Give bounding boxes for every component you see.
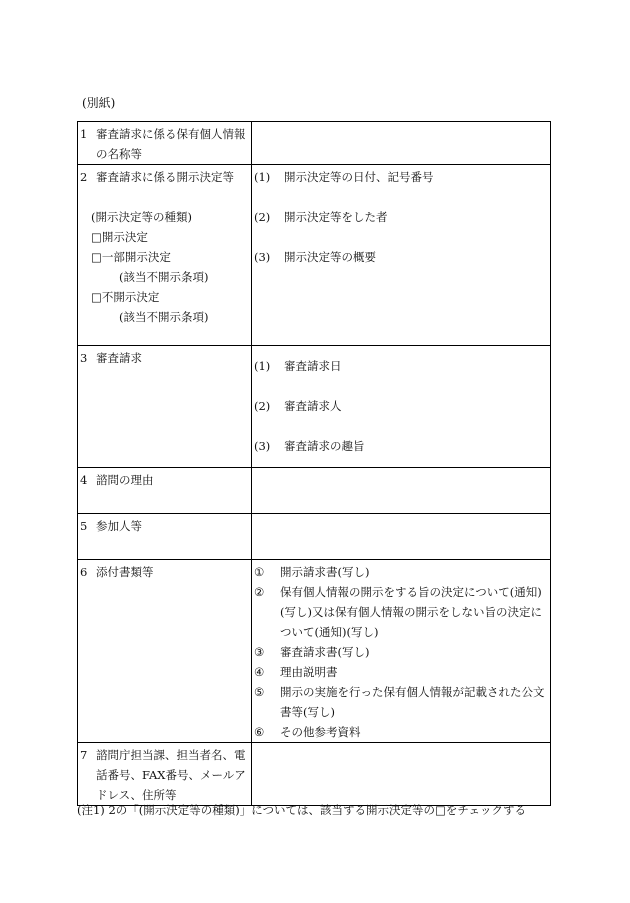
row-label: 審査請求に係る保有個人情報の名称等	[96, 127, 246, 161]
row-number: 7	[80, 748, 88, 762]
item-text: 理由説明書	[280, 665, 338, 679]
list-item	[254, 247, 548, 267]
item-number: ①	[254, 565, 265, 579]
list-item	[254, 207, 548, 227]
row-4-content-cell	[252, 468, 551, 514]
list-item	[254, 562, 548, 582]
checkbox-partial-disclosure[interactable]: □一部開示決定	[91, 250, 171, 264]
row-label: 諮問の理由	[96, 473, 154, 487]
item-number: ⑤	[254, 685, 265, 699]
row-label: 参加人等	[96, 519, 142, 533]
list-item	[254, 582, 548, 642]
item-text: 開示請求書(写し)	[280, 565, 370, 579]
row-5-content-cell	[252, 514, 551, 560]
item-text: 審査請求の趣旨	[284, 439, 365, 453]
item-number: ④	[254, 665, 265, 679]
row-1	[78, 122, 551, 165]
item-number: (2)	[254, 399, 271, 413]
item-number: ⑥	[254, 725, 265, 739]
row-number: 4	[80, 473, 88, 487]
item-text: その他参考資料	[280, 725, 361, 739]
row-number: 6	[80, 565, 88, 579]
item-text: 保有個人情報の開示をする旨の決定について(通知)(写し)又は保有個人情報の開示をしない旨の決定について(通知)(写し)	[280, 585, 542, 639]
applicable-clause-note: (該当不開示条項)	[119, 270, 209, 284]
row-5-label-cell	[78, 514, 252, 560]
item-number: ③	[254, 645, 265, 659]
list-item	[254, 396, 548, 416]
item-number: ②	[254, 585, 265, 599]
row-6-content-cell	[252, 560, 551, 743]
row-number: 3	[80, 351, 88, 365]
list-item	[254, 722, 548, 742]
row-2-label-cell	[78, 165, 252, 346]
row-label: 諮問庁担当課、担当者名、電話番号、FAX番号、メールアドレス、住所等	[96, 748, 246, 802]
list-item	[254, 682, 548, 722]
row-label: 審査請求に係る開示決定等	[96, 170, 234, 184]
page-label: (別紙)	[82, 96, 116, 110]
row-2	[78, 165, 551, 346]
row-2-content-cell	[252, 165, 551, 346]
row-number: 5	[80, 519, 88, 533]
list-item	[254, 356, 548, 376]
item-text: 開示決定等の日付、記号番号	[284, 170, 434, 184]
item-text: 開示決定等をした者	[284, 210, 388, 224]
list-item	[254, 642, 548, 662]
item-number: (2)	[254, 210, 271, 224]
row-4-label-cell	[78, 468, 252, 514]
row-1-content-cell	[252, 122, 551, 165]
row-label: 審査請求	[96, 351, 142, 365]
list-item	[254, 662, 548, 682]
checkbox-disclosure[interactable]: □開示決定	[91, 230, 148, 244]
row-6	[78, 560, 551, 743]
item-number: (3)	[254, 250, 271, 264]
row-label: 添付書類等	[96, 565, 154, 579]
form-table	[77, 121, 551, 806]
row-4	[78, 468, 551, 514]
item-text: 審査請求書(写し)	[280, 645, 370, 659]
applicable-clause-note: (該当不開示条項)	[119, 310, 209, 324]
row-3-content-cell	[252, 346, 551, 468]
row-7-content-cell	[252, 743, 551, 806]
row-number: 2	[80, 170, 88, 184]
disclosure-types-heading: (開示決定等の種類)	[91, 210, 192, 224]
item-text: 審査請求人	[284, 399, 342, 413]
row-3-label-cell	[78, 346, 252, 468]
row-6-label-cell	[78, 560, 252, 743]
item-number: (1)	[254, 359, 271, 373]
item-text: 開示の実施を行った保有個人情報が記載された公文書等(写し)	[280, 685, 545, 719]
row-7	[78, 743, 551, 806]
item-text: 審査請求日	[284, 359, 342, 373]
checkbox-non-disclosure[interactable]: □不開示決定	[91, 290, 160, 304]
item-text: 開示決定等の概要	[284, 250, 376, 264]
row-1-label-cell	[78, 122, 252, 165]
row-7-label-cell	[78, 743, 252, 806]
list-item	[254, 167, 548, 187]
item-number: (1)	[254, 170, 271, 184]
row-number: 1	[80, 127, 88, 141]
list-item	[254, 436, 548, 456]
footnote: (注1) 2の「(開示決定等の種類)」については、該当する開示決定等の□をチェックする	[77, 803, 527, 817]
item-number: (3)	[254, 439, 271, 453]
row-5	[78, 514, 551, 560]
row-3	[78, 346, 551, 468]
